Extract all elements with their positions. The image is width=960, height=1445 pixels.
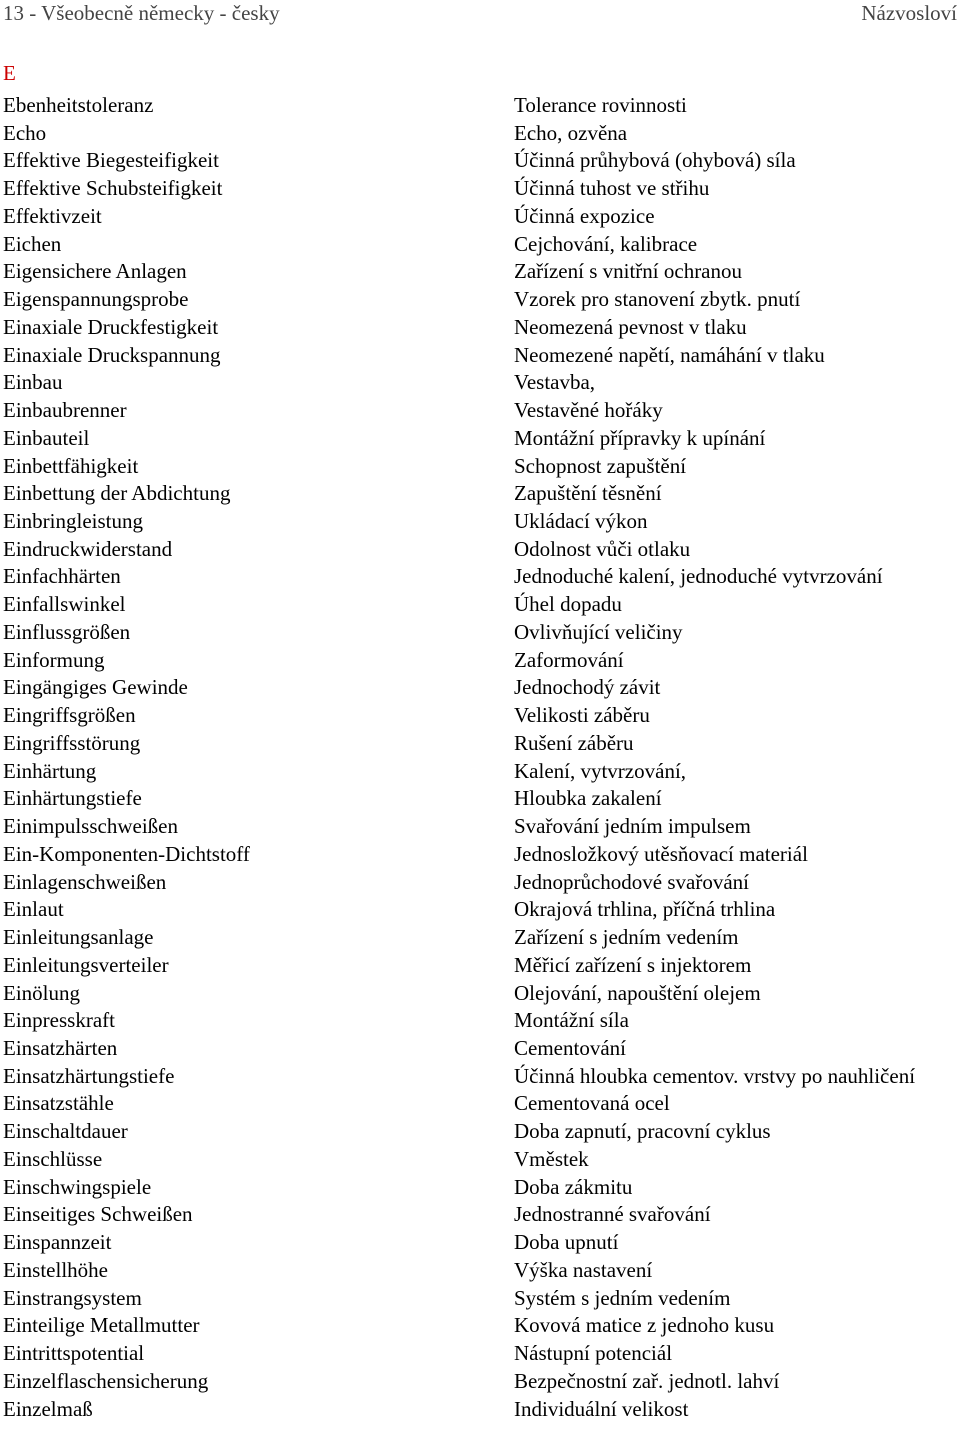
glossary-entry bbox=[0, 1090, 960, 1118]
czech-term: Hloubka zakalení bbox=[514, 786, 662, 811]
glossary-entry bbox=[0, 563, 960, 591]
glossary-entry bbox=[0, 619, 960, 647]
german-term: Einaxiale Druckspannung bbox=[3, 342, 221, 367]
czech-term: Účinná hloubka cementov. vrstvy po nauhličení bbox=[514, 1063, 916, 1088]
german-term: Einpresskraft bbox=[3, 1008, 115, 1033]
glossary-entry bbox=[0, 1229, 960, 1257]
german-term: Einschaltdauer bbox=[3, 1119, 128, 1144]
glossary-entry bbox=[0, 841, 960, 869]
glossary-entry bbox=[0, 1035, 960, 1063]
glossary-entry bbox=[0, 813, 960, 841]
glossary-entry bbox=[0, 1118, 960, 1146]
glossary-entry bbox=[0, 397, 960, 425]
glossary-entry bbox=[0, 591, 960, 619]
czech-term: Tolerance rovinnosti bbox=[514, 93, 687, 117]
czech-term: Zaformování bbox=[514, 647, 624, 672]
czech-term: Vměstek bbox=[514, 1146, 589, 1171]
glossary-entry bbox=[0, 758, 960, 786]
czech-term: Zařízení s vnitřní ochranou bbox=[514, 259, 743, 284]
czech-term: Ukládací výkon bbox=[514, 509, 648, 534]
glossary-entry bbox=[0, 147, 960, 175]
german-term: Einstrangsystem bbox=[3, 1285, 142, 1310]
german-term: Einbau bbox=[3, 370, 63, 395]
glossary-entry bbox=[0, 1312, 960, 1340]
czech-term: Úhel dopadu bbox=[514, 592, 622, 617]
glossary-entry bbox=[0, 1174, 960, 1202]
glossary-entry bbox=[0, 536, 960, 564]
german-term: Echo bbox=[3, 120, 47, 145]
czech-term: Olejování, napouštění olejem bbox=[514, 980, 761, 1005]
glossary-entry bbox=[0, 674, 960, 702]
german-term: Einbauteil bbox=[3, 425, 90, 450]
german-term: Effektive Biegesteifigkeit bbox=[3, 148, 219, 173]
german-term: Eingriffsstörung bbox=[3, 730, 141, 755]
german-term: Einformung bbox=[3, 647, 105, 672]
german-term: Einlagenschweißen bbox=[3, 869, 167, 894]
czech-term: Ovlivňující veličiny bbox=[514, 619, 683, 644]
german-term: Einleitungsanlage bbox=[3, 925, 154, 950]
german-term: Eingriffsgrößen bbox=[3, 703, 136, 728]
german-term: Eingängiges Gewinde bbox=[3, 675, 188, 700]
glossary-entry bbox=[0, 869, 960, 897]
czech-term: Doba upnutí bbox=[514, 1230, 619, 1255]
czech-term: Odolnost vůči otlaku bbox=[514, 536, 691, 561]
glossary-entry bbox=[0, 480, 960, 508]
czech-term: Schopnost zapuštění bbox=[514, 453, 687, 478]
glossary-entry bbox=[0, 1063, 960, 1091]
header-title: 13 - Všeobecně německy - česky bbox=[3, 1, 280, 25]
czech-term: Vzorek pro stanovení zbytk. pnutí bbox=[514, 287, 801, 312]
german-term: Einflussgrößen bbox=[3, 619, 131, 644]
glossary-entry bbox=[0, 702, 960, 730]
czech-term: Nástupní potenciál bbox=[514, 1341, 673, 1366]
glossary-entry bbox=[0, 92, 960, 120]
czech-term: Montážní přípravky k upínání bbox=[514, 425, 766, 450]
czech-term: Montážní síla bbox=[514, 1008, 629, 1033]
czech-term: Svařování jedním impulsem bbox=[514, 814, 751, 839]
czech-term: Doba zákmitu bbox=[514, 1174, 633, 1199]
czech-term: Cementování bbox=[514, 1035, 626, 1060]
german-term: Effektivzeit bbox=[3, 203, 102, 228]
czech-term: Kovová matice z jednoho kusu bbox=[514, 1313, 775, 1338]
german-term: Einfallswinkel bbox=[3, 592, 126, 617]
german-term: Ein-Komponenten-Dichtstoff bbox=[3, 841, 250, 866]
german-term: Einzelflaschensicherung bbox=[3, 1368, 209, 1393]
glossary-entry bbox=[0, 203, 960, 231]
german-term: Eichen bbox=[3, 231, 62, 256]
czech-term: Okrajová trhlina, příčná trhlina bbox=[514, 897, 776, 922]
glossary-entry bbox=[0, 508, 960, 536]
glossary-entry bbox=[0, 1368, 960, 1396]
german-term: Einsatzstähle bbox=[3, 1091, 114, 1116]
german-term: Einhärtung bbox=[3, 758, 97, 783]
glossary-entry bbox=[0, 647, 960, 675]
glossary-entry bbox=[0, 120, 960, 148]
czech-term: Neomezená pevnost v tlaku bbox=[514, 314, 747, 339]
czech-term: Zařízení s jedním vedením bbox=[514, 925, 739, 950]
german-term: Einzelmaß bbox=[3, 1396, 93, 1421]
german-term: Einschwingspiele bbox=[3, 1174, 152, 1199]
glossary-entry bbox=[0, 1396, 960, 1424]
glossary-entry bbox=[0, 952, 960, 980]
german-term: Einsatzhärtungstiefe bbox=[3, 1063, 175, 1088]
german-term: Einleitungsverteiler bbox=[3, 952, 169, 977]
czech-term: Jednoduché kalení, jednoduché vytvrzování bbox=[514, 564, 883, 589]
glossary-entry bbox=[0, 425, 960, 453]
glossary-entry bbox=[0, 342, 960, 370]
glossary-entry bbox=[0, 286, 960, 314]
section-letter: E bbox=[3, 61, 16, 85]
czech-term: Individuální velikost bbox=[514, 1396, 689, 1421]
german-term: Einspannzeit bbox=[3, 1230, 112, 1255]
czech-term: Účinná průhybová (ohybová) síla bbox=[514, 148, 796, 173]
german-term: Einstellhöhe bbox=[3, 1257, 108, 1282]
german-term: Einschlüsse bbox=[3, 1146, 103, 1171]
german-term: Einbringleistung bbox=[3, 509, 143, 534]
german-term: Einsatzhärten bbox=[3, 1035, 118, 1060]
czech-term: Jednoprůchodové svařování bbox=[514, 869, 750, 894]
glossary-entry bbox=[0, 785, 960, 813]
czech-term: Zapuštění těsnění bbox=[514, 481, 662, 506]
german-term: Einlaut bbox=[3, 897, 64, 922]
czech-term: Měřicí zařízení s injektorem bbox=[514, 952, 752, 977]
glossary-entry bbox=[0, 231, 960, 259]
german-term: Einaxiale Druckfestigkeit bbox=[3, 314, 219, 339]
german-term: Einhärtungstiefe bbox=[3, 786, 142, 811]
glossary-entry bbox=[0, 924, 960, 952]
german-term: Einfachhärten bbox=[3, 564, 121, 589]
german-term: Effektive Schubsteifigkeit bbox=[3, 176, 223, 201]
german-term: Eindruckwiderstand bbox=[3, 536, 173, 561]
czech-term: Jednosložkový utěsňovací materiál bbox=[514, 841, 808, 866]
german-term: Einbettung der Abdichtung bbox=[3, 481, 231, 506]
glossary-entry bbox=[0, 314, 960, 342]
glossary-entry bbox=[0, 1257, 960, 1285]
glossary-entry bbox=[0, 980, 960, 1008]
glossary-entry bbox=[0, 1201, 960, 1229]
glossary-entry bbox=[0, 258, 960, 286]
glossary-entry bbox=[0, 1340, 960, 1368]
glossary-entry bbox=[0, 730, 960, 758]
czech-term: Výška nastavení bbox=[514, 1257, 653, 1282]
german-term: Einbaubrenner bbox=[3, 398, 127, 423]
glossary-entry bbox=[0, 369, 960, 397]
czech-term: Neomezené napětí, namáhání v tlaku bbox=[514, 342, 825, 367]
glossary-entry bbox=[0, 453, 960, 481]
czech-term: Vestavěné hořáky bbox=[514, 398, 663, 423]
czech-term: Bezpečnostní zař. jednotl. lahví bbox=[514, 1368, 780, 1393]
german-term: Einteilige Metallmutter bbox=[3, 1313, 200, 1338]
german-term: Eintrittspotential bbox=[3, 1341, 145, 1366]
czech-term: Jednostranné svařování bbox=[514, 1202, 711, 1227]
german-term: Eigensichere Anlagen bbox=[3, 259, 187, 284]
czech-term: Kalení, vytvrzování, bbox=[514, 758, 687, 783]
german-term: Eigenspannungsprobe bbox=[3, 287, 189, 312]
czech-term: Rušení záběru bbox=[514, 730, 634, 755]
glossary-entry bbox=[0, 1285, 960, 1313]
glossary-entry bbox=[0, 896, 960, 924]
czech-term: Velikosti záběru bbox=[514, 703, 650, 728]
czech-term: Cejchování, kalibrace bbox=[514, 231, 698, 256]
glossary-entry bbox=[0, 1007, 960, 1035]
czech-term: Systém s jedním vedením bbox=[514, 1285, 731, 1310]
glossary-entry bbox=[0, 1146, 960, 1174]
glossary-entries bbox=[0, 92, 960, 1423]
german-term: Einbettfähigkeit bbox=[3, 453, 139, 478]
page-header bbox=[0, 0, 960, 26]
czech-term: Echo, ozvěna bbox=[514, 120, 628, 145]
header-section-name: Názvosloví bbox=[861, 1, 957, 25]
czech-term: Doba zapnutí, pracovní cyklus bbox=[514, 1119, 771, 1144]
german-term: Einimpulsschweißen bbox=[3, 814, 178, 839]
german-term: Ebenheitstoleranz bbox=[3, 93, 154, 117]
czech-term: Účinná expozice bbox=[514, 203, 655, 228]
german-term: Einölung bbox=[3, 980, 80, 1005]
czech-term: Vestavba, bbox=[514, 370, 596, 395]
glossary-entry bbox=[0, 175, 960, 203]
czech-term: Cementovaná ocel bbox=[514, 1091, 670, 1116]
czech-term: Účinná tuhost ve střihu bbox=[514, 176, 710, 201]
german-term: Einseitiges Schweißen bbox=[3, 1202, 193, 1227]
czech-term: Jednochodý závit bbox=[514, 675, 661, 700]
